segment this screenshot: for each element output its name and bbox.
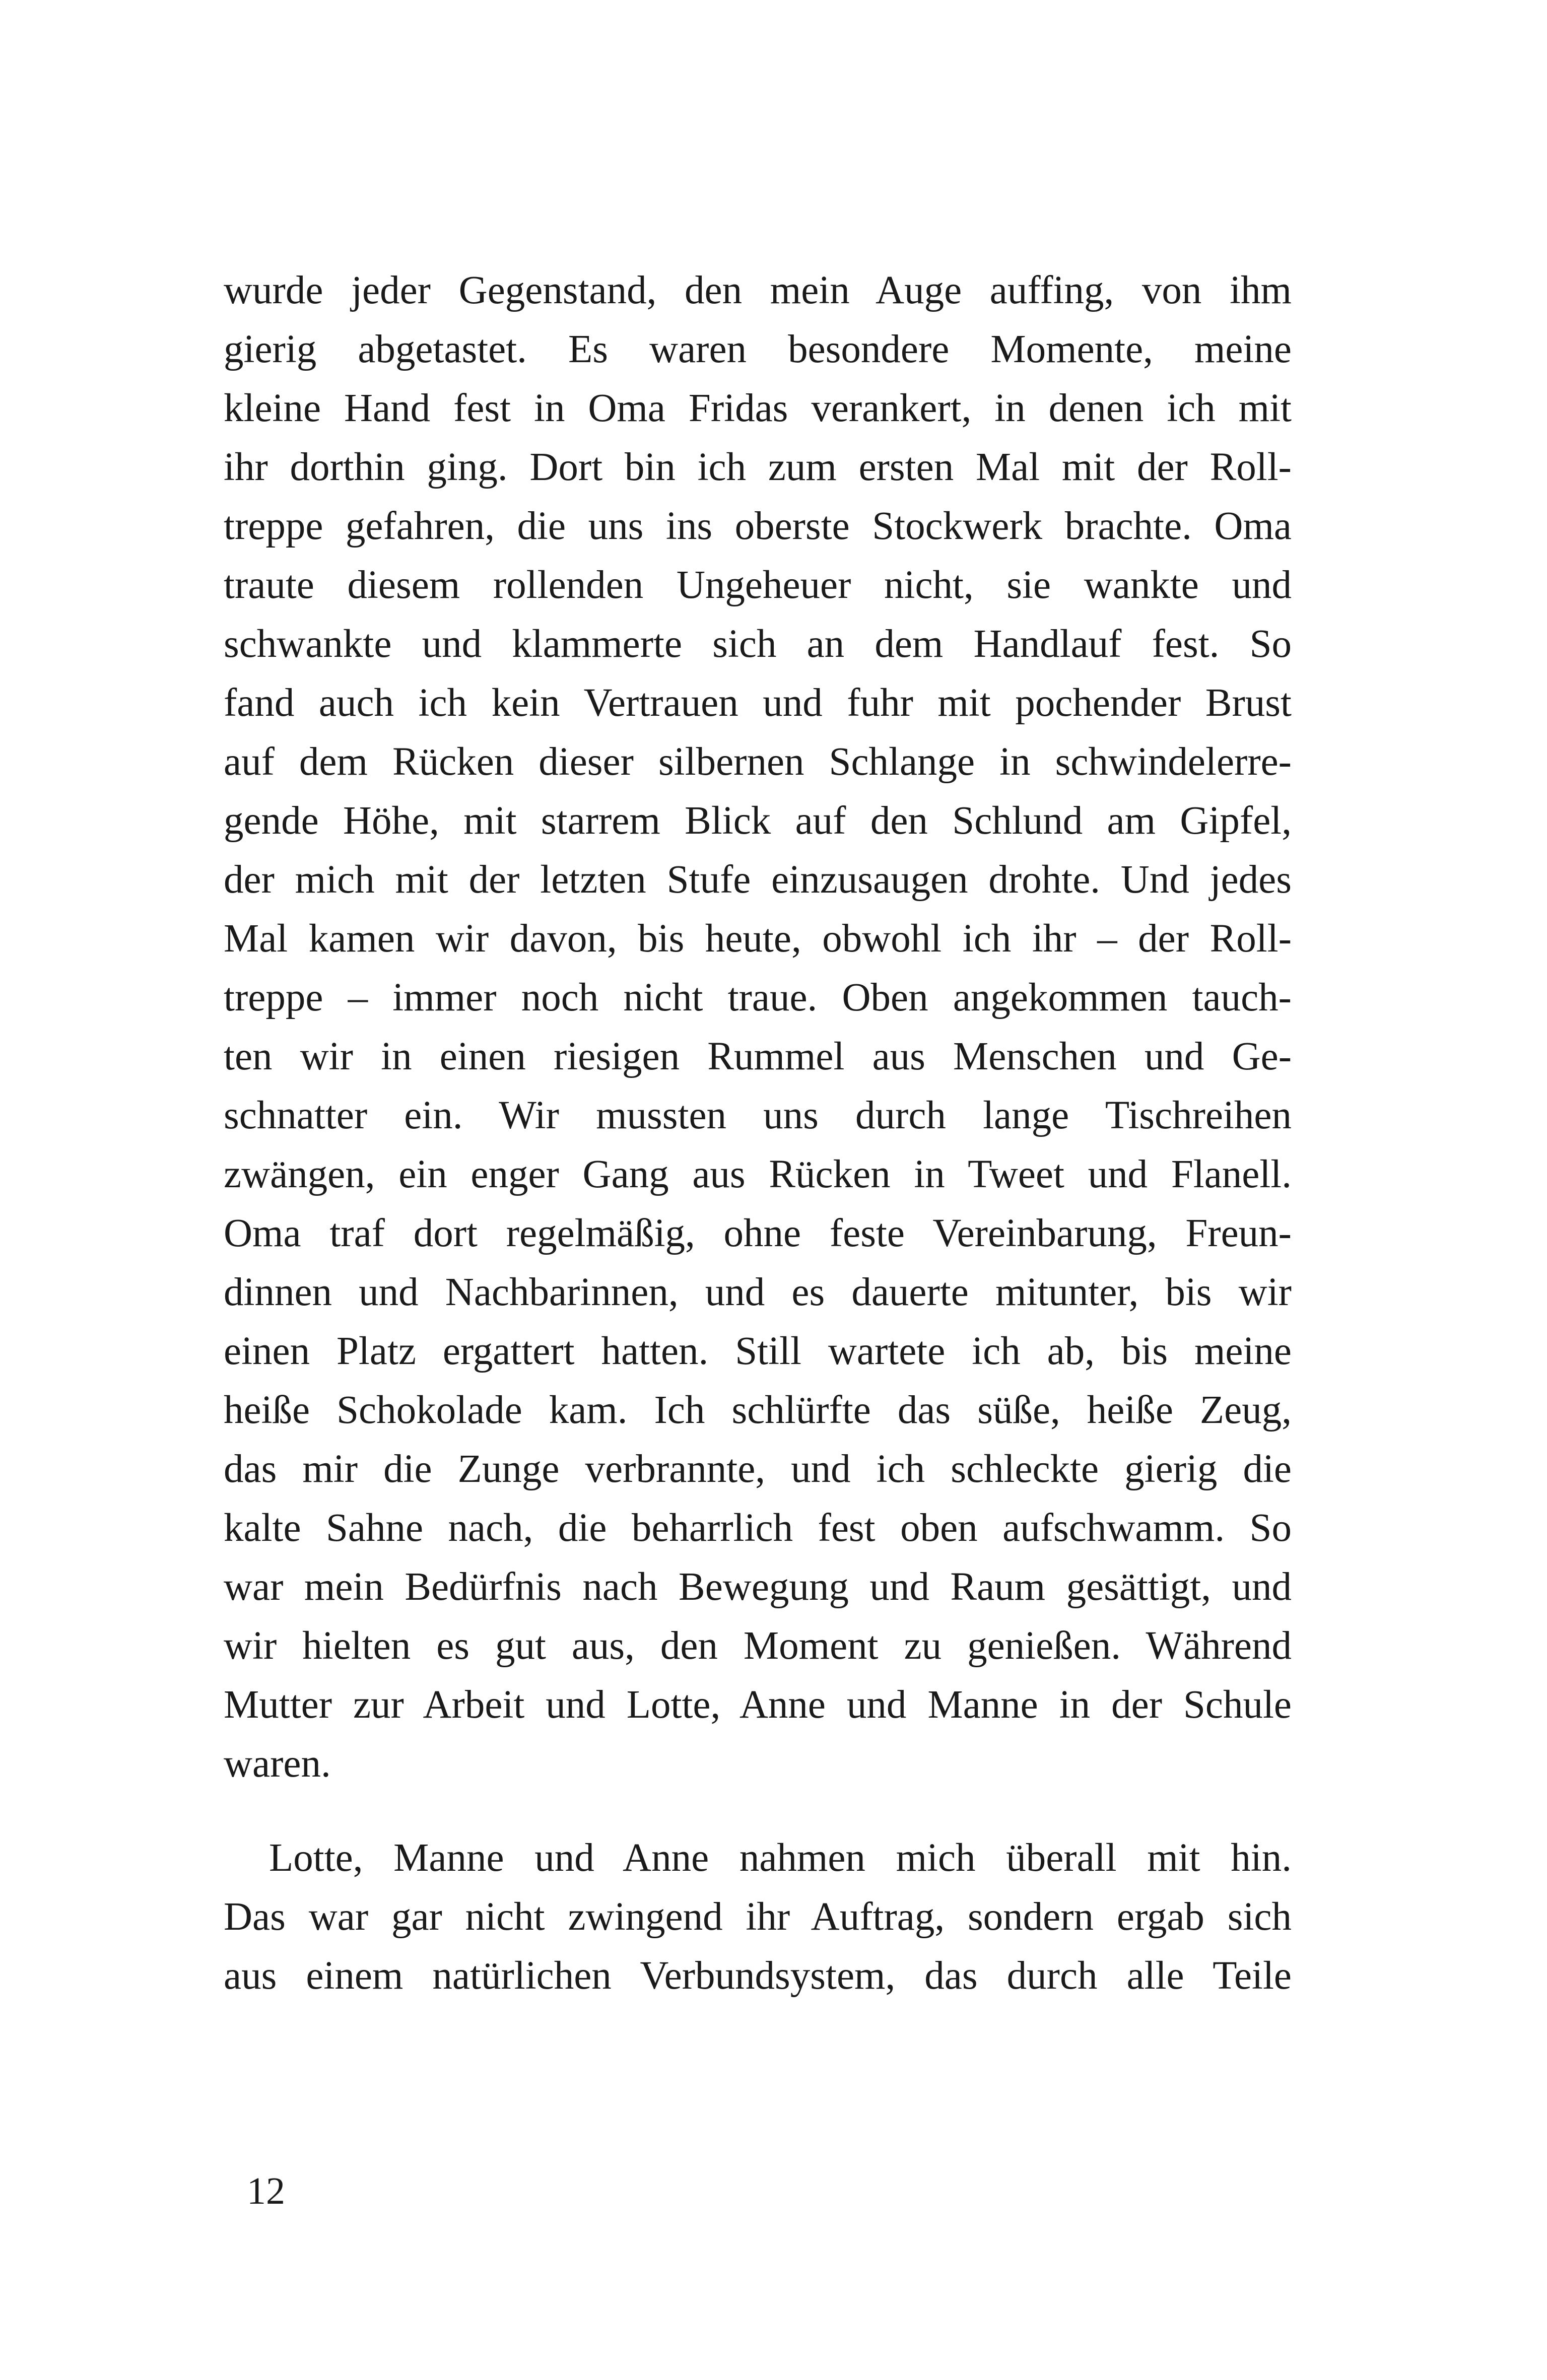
text-line: waren. xyxy=(224,1742,331,1786)
text-line: auf dem Rücken dieser silbernen Schlange in schwindelerre- xyxy=(224,740,1292,784)
text-line: Lotte, Manne und Anne nahmen mich überall mit hin. xyxy=(269,1836,1292,1880)
text-line: der mich mit der letzten Stufe einzusaugen drohte. Und jedes xyxy=(224,858,1292,902)
text-line: ihr dorthin ging. Dort bin ich zum ersten Mal mit der Roll- xyxy=(224,445,1292,489)
body-text xyxy=(224,261,1292,2005)
text-line: kalte Sahne nach, die beharrlich fest oben aufschwamm. So xyxy=(224,1506,1292,1550)
text-line: gende Höhe, mit starrem Blick auf den Schlund am Gipfel, xyxy=(224,799,1292,843)
text-line: kleine Hand fest in Oma Fridas verankert, in denen ich mit xyxy=(224,386,1292,430)
text-line: fand auch ich kein Vertrauen und fuhr mit pochender Brust xyxy=(224,681,1292,725)
paragraph-2 xyxy=(224,1828,1292,2005)
text-line: traute diesem rollenden Ungeheuer nicht, sie wankte und xyxy=(224,563,1292,607)
text-line: zwängen, ein enger Gang aus Rücken in Tweet und Flanell. xyxy=(224,1152,1292,1196)
text-line: aus einem natürlichen Verbundsystem, das durch alle Teile xyxy=(224,1954,1292,1998)
text-line: Mutter zur Arbeit und Lotte, Anne und Manne in der Schule xyxy=(224,1683,1292,1727)
text-line: wurde jeder Gegenstand, den mein Auge auffing, von ihm xyxy=(224,268,1292,312)
text-line: schnatter ein. Wir mussten uns durch lange Tischreihen xyxy=(224,1094,1292,1137)
text-line: dinnen und Nachbarinnen, und es dauerte mitunter, bis wir xyxy=(224,1270,1292,1314)
text-line: ten wir in einen riesigen Rummel aus Menschen und Ge- xyxy=(224,1035,1292,1078)
text-line: schwankte und klammerte sich an dem Handlauf fest. So xyxy=(224,622,1292,666)
text-line: das mir die Zunge verbrannte, und ich schleckte gierig die xyxy=(224,1447,1292,1491)
paragraph-1 xyxy=(224,261,1292,1793)
text-line: einen Platz ergattert hatten. Still wartete ich ab, bis meine xyxy=(224,1329,1292,1373)
text-line: Das war gar nicht zwingend ihr Auftrag, sondern ergab sich xyxy=(224,1895,1292,1939)
text-line: Mal kamen wir davon, bis heute, obwohl ich ihr – der Roll- xyxy=(224,917,1292,961)
text-line: wir hielten es gut aus, den Moment zu genießen. Während xyxy=(224,1624,1292,1668)
paragraph-spacing xyxy=(224,1793,1292,1828)
text-line: war mein Bedürfnis nach Bewegung und Raum gesättigt, und xyxy=(224,1565,1292,1609)
text-line: Oma traf dort regelmäßig, ohne feste Vereinbarung, Freun- xyxy=(224,1211,1292,1255)
text-line: gierig abgetastet. Es waren besondere Momente, meine xyxy=(224,327,1292,371)
text-line: heiße Schokolade kam. Ich schlürfte das süße, heiße Zeug, xyxy=(224,1388,1292,1432)
page-number: 12 xyxy=(247,2170,285,2212)
text-line: treppe gefahren, die uns ins oberste Stockwerk brachte. Oma xyxy=(224,504,1292,548)
text-line: treppe – immer noch nicht traue. Oben angekommen tauch- xyxy=(224,976,1292,1019)
